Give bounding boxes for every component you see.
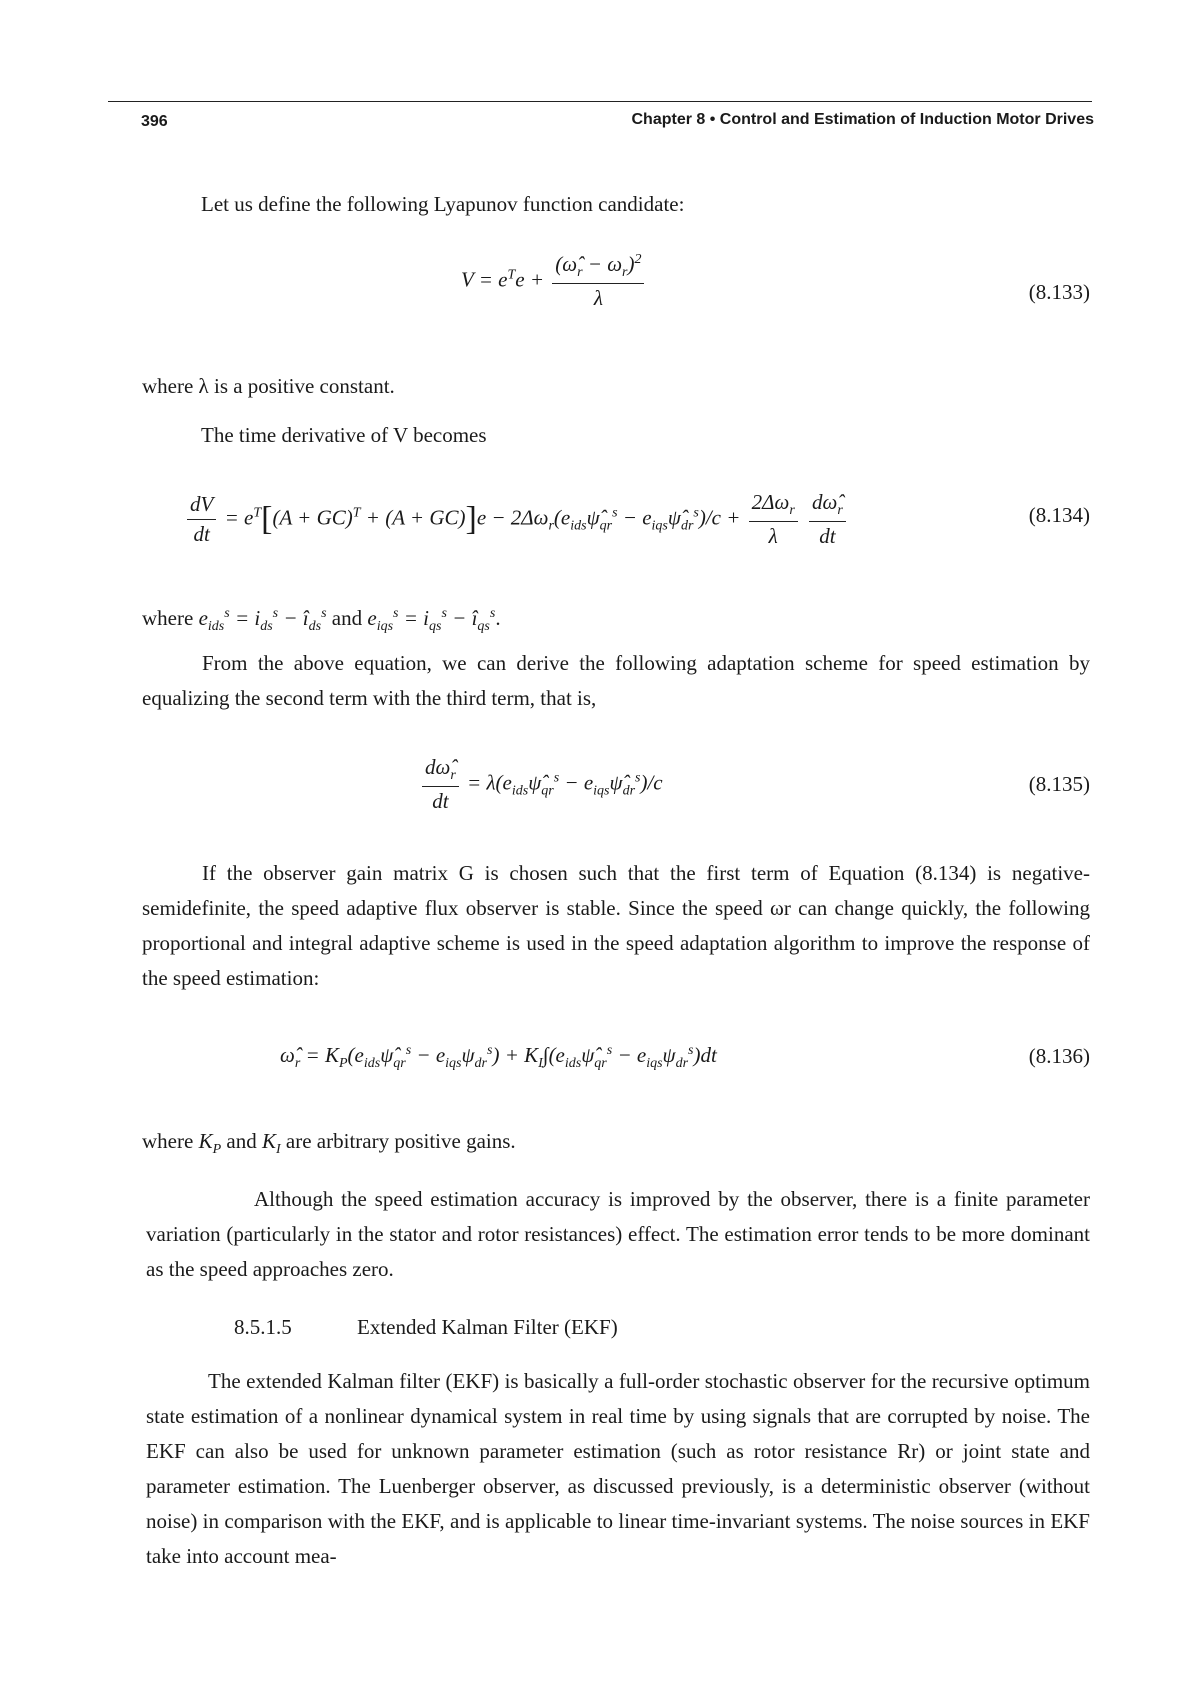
header-rule xyxy=(108,101,1092,102)
equation-8-133: $V = e^Te$ + $\frac{(\omegâ_r - \omega_r)^2}{\lambda}$ xyxy=(461,252,647,311)
paragraph-gains: where $K_P$ and $K_I$ are arbitrary positive gains. xyxy=(142,1129,516,1158)
chapter-title: Chapter 8 • Control and Estimation of Induction Motor Drives xyxy=(631,111,1094,128)
paragraph-lambda-definition: where λ is a positive constant. xyxy=(142,374,395,398)
paragraph-observer-stability: If the observer gain matrix G is chosen such that the first term of Equation (8.134) is negative-semidefinite, the speed adaptive flux observer is stable. Since the speed ωr can change quickly, the following proportional and integral adaptive scheme is used in the speed adaptation algorithm to improve the response of the speed estimation: xyxy=(142,861,1090,990)
paragraph-lyapunov-intro: Let us define the following Lyapunov function candidate: xyxy=(201,192,685,216)
word-and: and xyxy=(331,606,363,630)
equation-8-136: $\omegâ_r$ = $K_P(e_{ids}\psî_{qr}^s - e_{iqs}\psi_{dr}^s)$ + $K_I\int(e_{ids}\psî_{qr}^s - e_{iqs}\psi_{dr}^s)dt$ xyxy=(280,1043,717,1072)
paragraph-adaptation-scheme: From the above equation, we can derive the following adaptation scheme for speed estimation by equalizing the second term with the third term, that is, xyxy=(142,651,1090,710)
equation-8-135: $\frac{d\omegâ_r}{dt}$ = $\lambda(e_{ids}\psî_{qr}^s$ − $e_{iqs}\psî_{dr}^s)/c$ xyxy=(419,755,663,814)
equation-number-8-133: (8.133) xyxy=(1028,280,1090,304)
equation-number-8-135: (8.135) xyxy=(1028,772,1090,796)
section-number: 8.5.1.5 xyxy=(234,1315,292,1339)
equation-number-8-134: (8.134) xyxy=(1028,503,1090,527)
paragraph-ekf: The extended Kalman filter (EKF) is basically a full-order stochastic observer for the recursive optimum state estimation of a nonlinear dynamical system in real time by using signals that are corrupted by noise. The EKF can also be used for unknown parameter estimation (such as rotor resistance Rr) or joint state and parameter estimation. The Luenberger observer, as discussed previously, is a deterministic observer (without noise) in comparison with the EKF, and is applicable to linear time-invariant systems. The noise sources in EKF take into account mea- xyxy=(146,1369,1090,1568)
paragraph-error-definition: where $e_{ids}^s = i_{ds}^s$ − $î_{ds}^s$ and $e_{iqs}^s = i_{qs}^s$ − $î_{qs}^s$. xyxy=(142,606,501,635)
word-where-gains: where xyxy=(142,1129,194,1153)
equation-8-134: $\frac{dV}{dt}$ = $e^T[(A + GC)^T + (A + GC)]e$ − $2\Delta\omega_r(e_{ids}\psî_{qr}^s$ − $e_{iqs}\psî_{dr}^s)/c$ + $\frac{2\Delta\omega_r}{\lambda}$ $\frac{d\omegâ_r}{dt}$ xyxy=(184,490,849,549)
paragraph-estimation-accuracy: Although the speed estimation accuracy is improved by the observer, there is a finite parameter variation (particularly in the stator and rotor resistances) effect. The estimation error tends to be more dominant as the speed approaches zero. xyxy=(146,1187,1090,1281)
gains-description: are arbitrary positive gains. xyxy=(285,1129,516,1153)
word-where: where xyxy=(142,606,194,630)
equation-number-8-136: (8.136) xyxy=(1028,1044,1090,1068)
paragraph-time-derivative: The time derivative of V becomes xyxy=(201,423,487,447)
page-number: 396 xyxy=(141,113,168,130)
section-title: Extended Kalman Filter (EKF) xyxy=(357,1315,618,1339)
